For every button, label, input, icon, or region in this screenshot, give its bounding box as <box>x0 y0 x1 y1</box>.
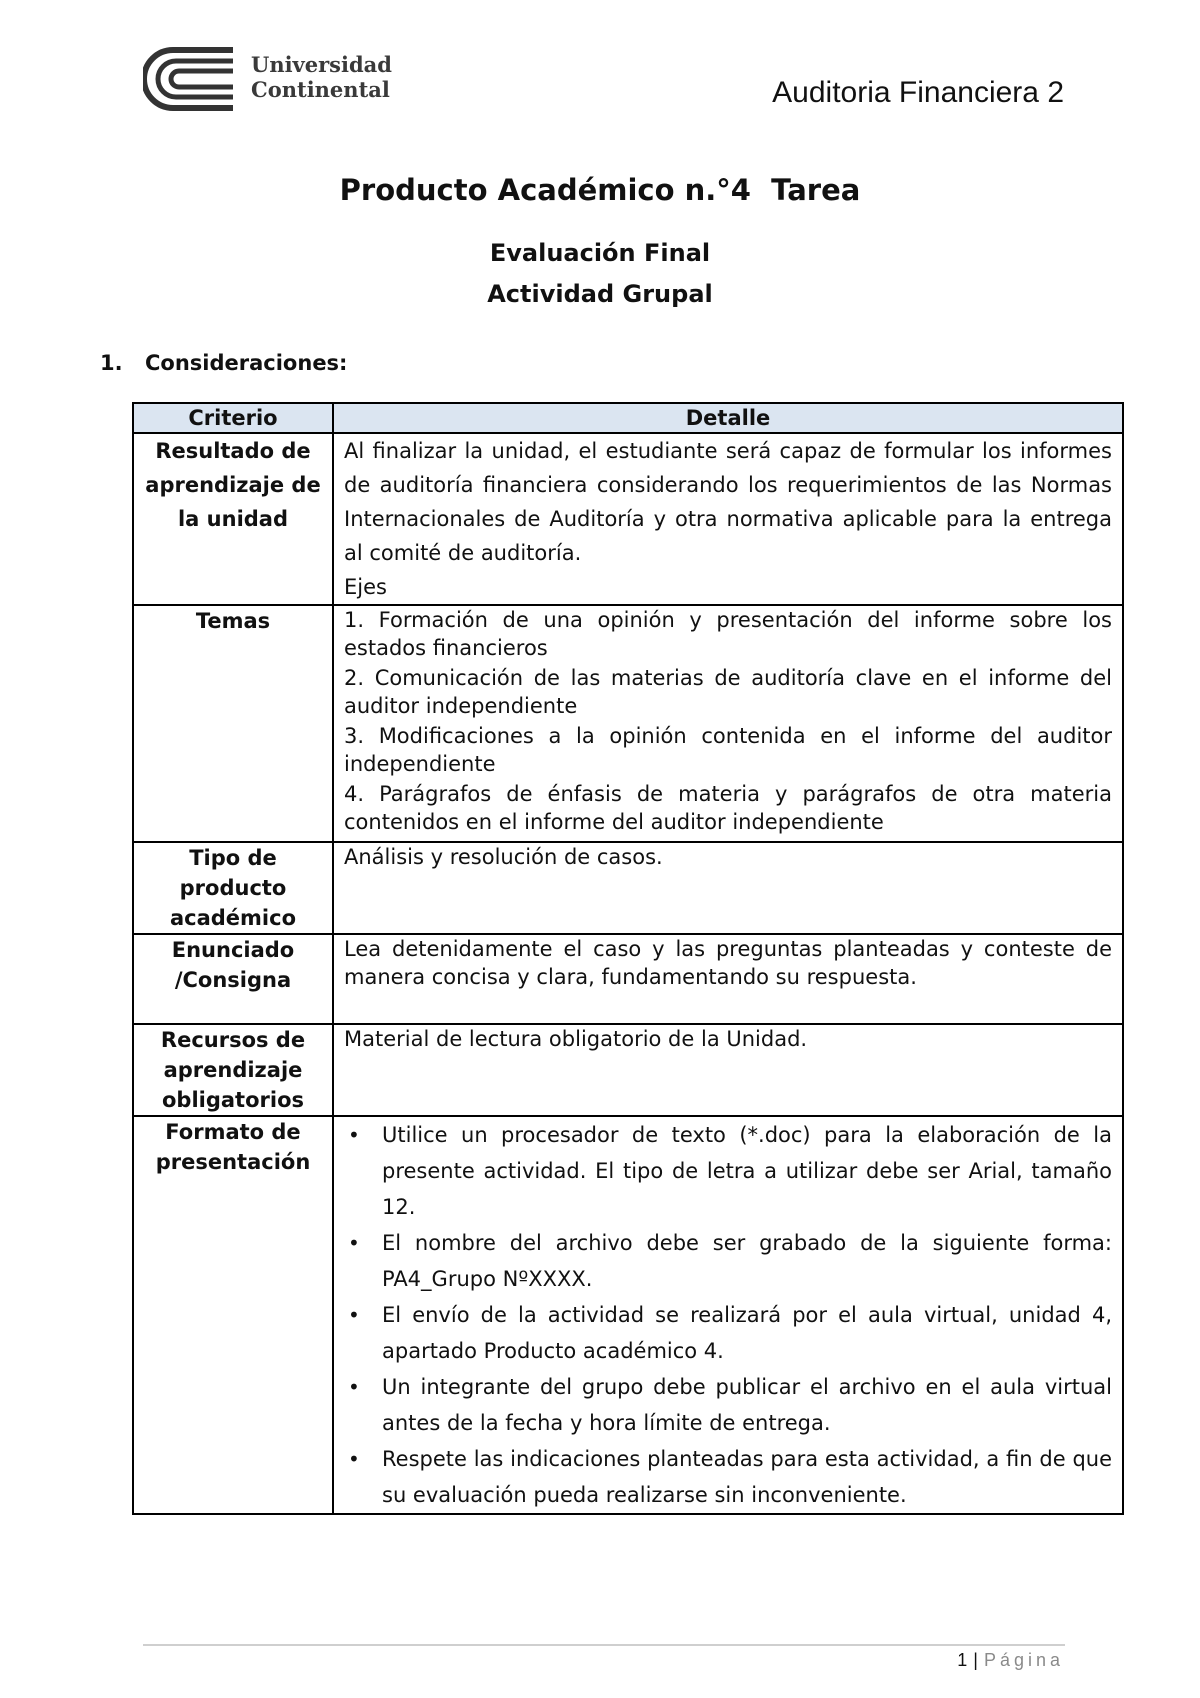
course-title: Auditoria Financiera 2 <box>772 76 1064 109</box>
criterion-resultado: Resultado de aprendizaje de la unidad <box>133 433 333 605</box>
criterion-tipo: Tipo de producto académico <box>133 842 333 934</box>
table-row <box>133 842 1123 934</box>
detail-enunciado: Lea detenidamente el caso y las preguntas planteadas y conteste de manera concisa y clara, fundamentando su respuesta. <box>333 934 1123 1024</box>
logo-line-1: Universidad <box>251 52 392 77</box>
detail-temas <box>333 605 1123 842</box>
resultado-extra: Ejes <box>344 575 387 599</box>
detail-formato <box>333 1116 1123 1514</box>
page-separator: | <box>973 1650 978 1670</box>
criterion-recursos: Recursos de aprendizaje obligatorios <box>133 1024 333 1116</box>
detail-recursos: Material de lectura obligatorio de la Unidad. <box>333 1024 1123 1116</box>
table-row <box>133 605 1123 842</box>
list-item: • Utilice un procesador de texto (*.doc) para la elaboración de la presente actividad. El tipo de letra a utilizar debe ser Arial, tamaño 12. <box>382 1117 1112 1225</box>
subtitle-evaluacion: Evaluación Final <box>489 239 711 267</box>
criterion-enunciado: Enunciado /Consigna <box>133 934 333 1024</box>
table-row <box>133 934 1123 1024</box>
table-row <box>133 1024 1123 1116</box>
subtitle-actividad: Actividad Grupal <box>487 280 713 308</box>
continental-logo-icon <box>143 46 235 112</box>
list-item: • Respete las indicaciones planteadas para esta actividad, a fin de que su evaluación pueda realizarse sin inconveniente. <box>382 1441 1112 1513</box>
footer-divider <box>143 1644 1065 1646</box>
table-header-row <box>133 403 1123 433</box>
university-logo <box>143 46 393 112</box>
tema-item: 3. Modificaciones a la opinión contenida en el informe del auditor independiente <box>344 724 1112 776</box>
logo-text <box>251 52 392 102</box>
table-row <box>133 433 1123 605</box>
criterion-formato: Formato de presentación <box>133 1116 333 1514</box>
tema-item: 2. Comunicación de las materias de auditoría clave en el informe del auditor independiente <box>344 666 1112 718</box>
header-detalle: Detalle <box>333 403 1123 433</box>
section-heading <box>100 351 347 375</box>
criterion-temas: Temas <box>133 605 333 842</box>
tema-item: 1. Formación de una opinión y presentación del informe sobre los estados financieros <box>344 608 1112 660</box>
list-item: • El envío de la actividad se realizará por el aula virtual, unidad 4, apartado Producto académico 4. <box>382 1297 1112 1369</box>
tema-item: 4. Parágrafos de énfasis de materia y parágrafos de otra materia contenidos en el informe del auditor independiente <box>344 782 1112 834</box>
document-title: Producto Académico n.°4 Tarea <box>339 173 861 207</box>
formato-list <box>344 1117 1112 1513</box>
header-criterio: Criterio <box>133 403 333 433</box>
page-footer <box>957 1650 1064 1671</box>
list-item: • Un integrante del grupo debe publicar el archivo en el aula virtual antes de la fecha y hora límite de entrega. <box>382 1369 1112 1441</box>
page-word: Página <box>983 1650 1064 1670</box>
detail-tipo: Análisis y resolución de casos. <box>333 842 1123 934</box>
detail-resultado <box>333 433 1123 605</box>
considerations-table <box>132 402 1124 1515</box>
resultado-text: Al finalizar la unidad, el estudiante será capaz de formular los informes de auditoría financiera considerando los requerimientos de las Normas Internacionales de Auditoría y otra normativa aplicable para la entrega al comité de auditoría. <box>344 439 1112 565</box>
logo-line-2: Continental <box>251 77 390 102</box>
page-number: 1 <box>957 1650 968 1670</box>
section-label: Consideraciones: <box>145 351 348 375</box>
table-row <box>133 1116 1123 1514</box>
section-number: 1. <box>100 351 123 375</box>
list-item: • El nombre del archivo debe ser grabado de la siguiente forma: PA4_Grupo NºXXXX. <box>382 1225 1112 1297</box>
